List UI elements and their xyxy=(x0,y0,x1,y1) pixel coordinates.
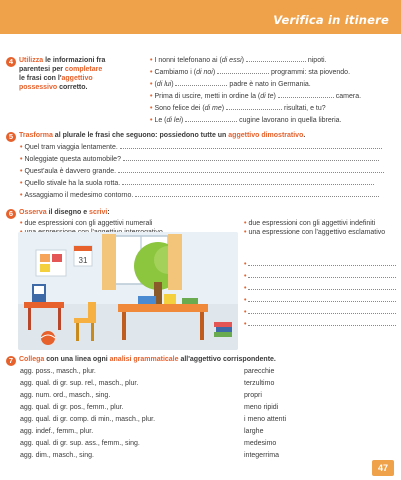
exercise-4-item: • Sono felice dei (di me) risultati, e tu? xyxy=(150,105,326,112)
answer-line[interactable]: • xyxy=(244,308,396,317)
exercise-4-instruction-line-4: possessivo corretto. xyxy=(19,84,88,91)
exercise-4-instruction-line-1: Utilizza le informazioni fra xyxy=(19,57,106,64)
exercise-6-item-right: • una espressione con l'aggettivo esclamativo xyxy=(244,229,386,236)
exercise-6-number: 6 xyxy=(6,209,16,219)
adjective-option[interactable]: propri xyxy=(244,392,262,399)
answer-blank[interactable] xyxy=(278,92,334,98)
exercise-7-instruction: Collega con una linea ogni analisi grammaticale all'aggettivo corrispondente. xyxy=(19,356,276,363)
exercise-7-number: 7 xyxy=(6,356,16,366)
exercise-5-number: 5 xyxy=(6,132,16,142)
answer-blank[interactable] xyxy=(135,191,379,197)
exercise-4-instruction-line-2: parentesi per completare xyxy=(19,66,103,73)
analysis-label[interactable]: agg. indef., femm., plur. xyxy=(20,428,94,435)
exercise-6-item-right: • due espressioni con gli aggettivi indefiniti xyxy=(244,220,376,227)
analysis-label[interactable]: agg. qual. di gr. sup. ass., femm., sing. xyxy=(20,440,140,447)
page-number: 47 xyxy=(372,460,394,476)
calendar-label: 31 xyxy=(78,256,88,265)
answer-blank[interactable] xyxy=(246,56,306,62)
adjective-option[interactable]: larghe xyxy=(244,428,264,435)
exercise-5-item: • Assaggiamo il medesimo contorno. xyxy=(20,191,379,200)
answer-blank[interactable] xyxy=(118,167,384,173)
answer-blank[interactable] xyxy=(122,179,374,185)
adjective-option[interactable]: terzultimo xyxy=(244,380,275,387)
analysis-label[interactable]: agg. poss., masch., plur. xyxy=(20,368,96,375)
analysis-label[interactable]: agg. num. ord., masch., sing. xyxy=(20,392,111,399)
adjective-option[interactable]: meno ripidi xyxy=(244,404,279,411)
exercise-4-number: 4 xyxy=(6,57,16,67)
exercise-4-item: • I nonni telefonano ai (di essi) nipoti. xyxy=(150,57,327,64)
analysis-label[interactable]: agg. qual. di gr. comp. di min., masch., plur. xyxy=(20,416,156,423)
answer-line[interactable]: • xyxy=(244,272,396,281)
exercise-5-item: • Noleggiate questa automobile? xyxy=(20,155,379,164)
exercise-5-instruction: Trasforma al plurale le frasi che seguono: possiedono tutte un aggettivo dimostrativo. xyxy=(19,132,306,139)
exercise-4-item: • Prima di uscire, metti in ordine la (di te) camera. xyxy=(150,93,362,100)
exercise-4-instruction-line-3: le frasi con l'aggettivo xyxy=(19,75,93,82)
answer-blank[interactable] xyxy=(120,143,382,149)
answer-line[interactable]: • xyxy=(244,320,396,329)
answer-blank[interactable] xyxy=(175,80,227,86)
exercise-5-item: • Quest'aula è davvero grande. xyxy=(20,167,384,176)
analysis-label[interactable]: agg. qual. di gr. pos., femm., plur. xyxy=(20,404,124,411)
adjective-option[interactable]: medesimo xyxy=(244,440,277,447)
answer-blank[interactable] xyxy=(226,104,282,110)
exercise-6-item-left: • due espressioni con gli aggettivi numerali xyxy=(20,220,153,227)
answer-blank[interactable] xyxy=(123,155,379,161)
analysis-label[interactable]: agg. qual. di gr. sup. rel., masch., plur. xyxy=(20,380,139,387)
answer-line[interactable]: • xyxy=(244,284,396,293)
exercise-4-item: • Le (di lei) cugine lavorano in quella libreria. xyxy=(150,117,342,124)
answer-line[interactable]: • xyxy=(244,260,396,269)
answer-blank[interactable] xyxy=(217,68,269,74)
answer-blank[interactable] xyxy=(185,116,237,122)
exercise-5-item: • Quel tram viaggia lentamente. xyxy=(20,143,382,152)
adjective-option[interactable]: integerrima xyxy=(244,452,280,459)
section-title: Verifica in itinere xyxy=(273,13,389,27)
classroom-drawing xyxy=(18,232,238,350)
exercise-5-item: • Quello stivale ha la suola rotta. xyxy=(20,179,374,188)
answer-line[interactable]: • xyxy=(244,296,396,305)
classroom-illustration xyxy=(18,232,238,350)
adjective-option[interactable]: parecchie xyxy=(244,368,275,375)
exercise-4-item: • (di lui) padre è nato in Germania. xyxy=(150,81,311,88)
exercise-4-item: • Cambiamo i (di noi) programmi: sta piovendo. xyxy=(150,69,351,76)
adjective-option[interactable]: i meno attenti xyxy=(244,416,287,423)
exercise-6-instruction: Osserva il disegno e scrivi: xyxy=(19,209,110,216)
analysis-label[interactable]: agg. dim., masch., sing. xyxy=(20,452,94,459)
